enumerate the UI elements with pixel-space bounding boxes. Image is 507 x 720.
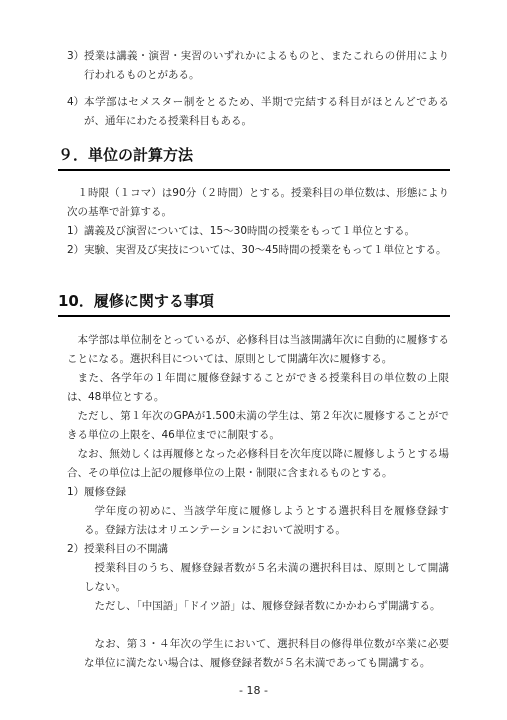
list-title: 履修登録 (84, 486, 126, 498)
list-number: 2） (67, 543, 85, 555)
paragraph: なお、無効しくは再履修となった必修科目を次年度以降に履修しようとする場合、その単位は上記の履修単位の上限・制限に含まれるものとする。 (67, 448, 449, 479)
section-heading: 10．履修に関する事項 (58, 292, 450, 317)
paragraph: 本学部は単位制をとっているが、必修科目は当該開講年次に自動的に履修することになる。選択科目については、原則として開講年次に履修する。 (67, 334, 449, 365)
list-text: 授業は講義・演習・実習のいずれかによるものと、またこれらの併用により行われるものとがある。 (84, 50, 449, 81)
list-number: 1） (67, 225, 85, 237)
paragraph: 学年度の初めに、当該学年度に履修しようとする選択科目を履修登録する。登録方法はオリエンテーションにおいて説明する。 (84, 505, 449, 536)
list-number: 3） (67, 50, 85, 62)
page-number: - 18 - (239, 684, 268, 697)
list-text: 実験、実習及び実技については、30〜45時間の授業をもって１単位とする。 (84, 244, 447, 256)
list-number: 4） (67, 96, 85, 108)
paragraph: １時限（１コマ）は90分（２時間）とする。授業科目の単位数は、形態により次の基準で計算する。 (67, 187, 449, 218)
list-number: 1） (67, 486, 85, 498)
paragraph: なお、第３・４年次の学生において、選択科目の修得単位数が卒業に必要な単位に満たない場合は、履修登録者数が５名未満であっても開講する。 (84, 638, 449, 669)
section-heading: ９．単位の計算方法 (58, 146, 450, 171)
list-number: 2） (67, 244, 85, 256)
paragraph: また、各学年の１年間に履修登録することができる授業科目の単位数の上限は、48単位とする。 (67, 372, 449, 403)
list-text: 講義及び演習については、15〜30時間の授業をもって１単位とする。 (84, 225, 416, 237)
paragraph: 授業科目のうち、履修登録者数が５名未満の選択科目は、原則として開講しない。 (84, 562, 449, 593)
paragraph: ただし、第１年次のGPAが1.500未満の学生は、第２年次に履修することができる単位の上限を、46単位までに制限する。 (67, 410, 449, 441)
list-title: 授業科目の不開講 (84, 543, 168, 555)
paragraph: ただし、「中国語」「ドイツ語」は、履修登録者数にかかわらず開講する。 (94, 600, 441, 612)
list-text: 本学部はセメスター制をとるため、半期で完結する科目がほとんどであるが、通年にわたる授業科目もある。 (84, 96, 449, 127)
